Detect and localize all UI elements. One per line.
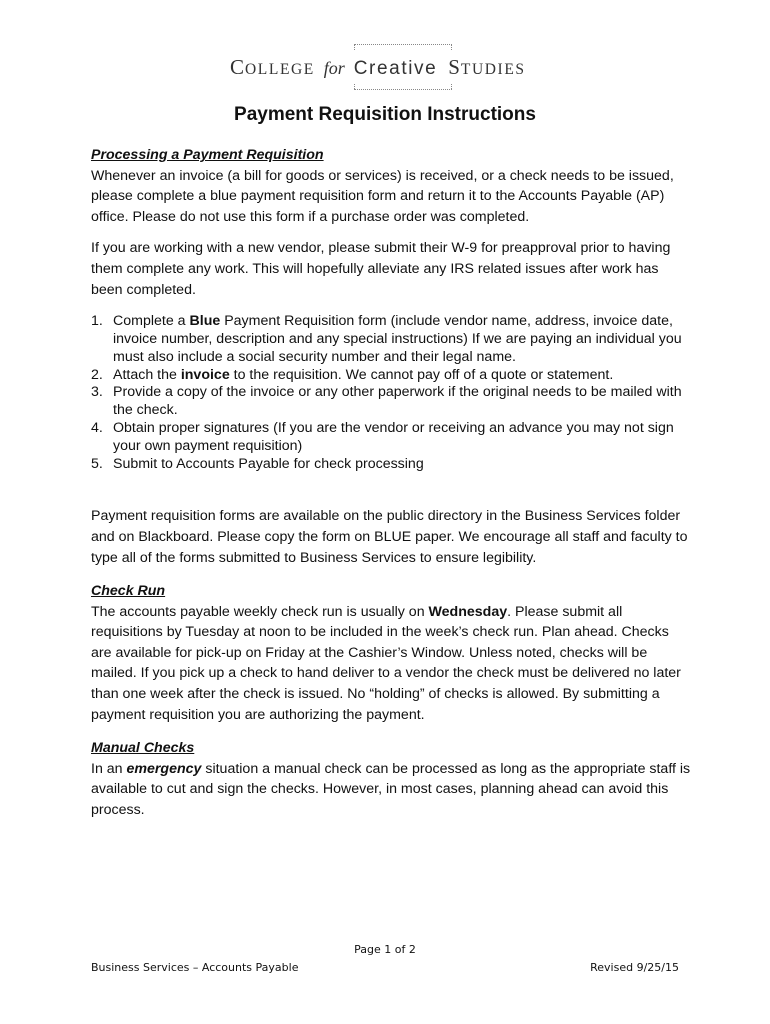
processing-heading: Processing a Payment Requisition: [91, 147, 324, 163]
list-item: 3. Provide a copy of the invoice or any other paperwork if the original needs to be mailed with the check.: [91, 384, 682, 419]
manual-checks-paragraph: In an emergency situation a manual check can be processed as long as the appropriate staff is available to cut and sign the checks. However, in most cases, planning ahead can avoid this process.: [91, 760, 691, 819]
footer-revision-date: Revised 9/25/15: [590, 961, 679, 974]
processing-paragraph-1: Whenever an invoice (a bill for goods or services) is received, or a check needs to be issued, please complete a blue payment requisition form and return it to the Accounts Payable (AP) office. Please do not use this form if a purchase order was completed.: [91, 167, 674, 225]
processing-paragraph-2: If you are working with a new vendor, please submit their W-9 for preapproval prior to having them complete any work. This will hopefully alleviate any IRS related issues after work has been completed.: [91, 240, 671, 298]
page-number: Page 1 of 2: [354, 943, 416, 956]
logo-creative: Creative: [353, 58, 438, 79]
college-logo: [0, 44, 770, 94]
forms-paragraph: Payment requisition forms are available on the public directory in the Business Services folder and on Blackboard. Please copy the form on BLUE paper. We encourage all staff and faculty to type all of the forms submitted to Business Services to ensure legibility.: [91, 508, 688, 566]
logo-letter-c: C: [230, 55, 246, 79]
logo-college: OLLEGE: [245, 61, 315, 78]
manual-checks-heading: Manual Checks: [91, 740, 195, 757]
list-item: 4. Obtain proper signatures (If you are the vendor or receiving an advance you may not sign your own payment requisition): [91, 419, 674, 454]
list-item: 2. Attach the invoice to the requisition. We cannot pay off of a quote or statement.: [91, 366, 614, 383]
logo-studies: TUDIES: [460, 61, 526, 78]
list-item: 5. Submit to Accounts Payable for check processing: [91, 455, 424, 472]
logo-wordmark: [230, 55, 526, 80]
page-title: Payment Requisition Instructions: [234, 104, 536, 125]
steps-list: [91, 313, 691, 473]
check-run-heading: Check Run: [91, 583, 166, 600]
logo-letter-s: S: [448, 55, 461, 79]
logo-for: for: [323, 58, 345, 78]
footer-department: Business Services – Accounts Payable: [91, 961, 299, 974]
document-body: [91, 145, 691, 821]
list-item: 1. Complete a Blue Payment Requisition form (include vendor name, address, invoice date, invoice number, description and any special instructions) If we are paying an individual you must also include a social security number and their legal name.: [91, 313, 682, 365]
check-run-paragraph: The accounts payable weekly check run is usually on Wednesday. Please submit all requisitions by Tuesday at noon to be included in the week’s check run. Plan ahead. Checks are available for pick-up on Friday at the Cashier’s Window. Unless noted, checks will be mailed. If you pick up a check to hand deliver to a vendor the check must be delivered no later than one week after the check is issued. No “holding” of checks is allowed. By submitting a payment requisition you are authorizing the payment.: [91, 603, 681, 723]
